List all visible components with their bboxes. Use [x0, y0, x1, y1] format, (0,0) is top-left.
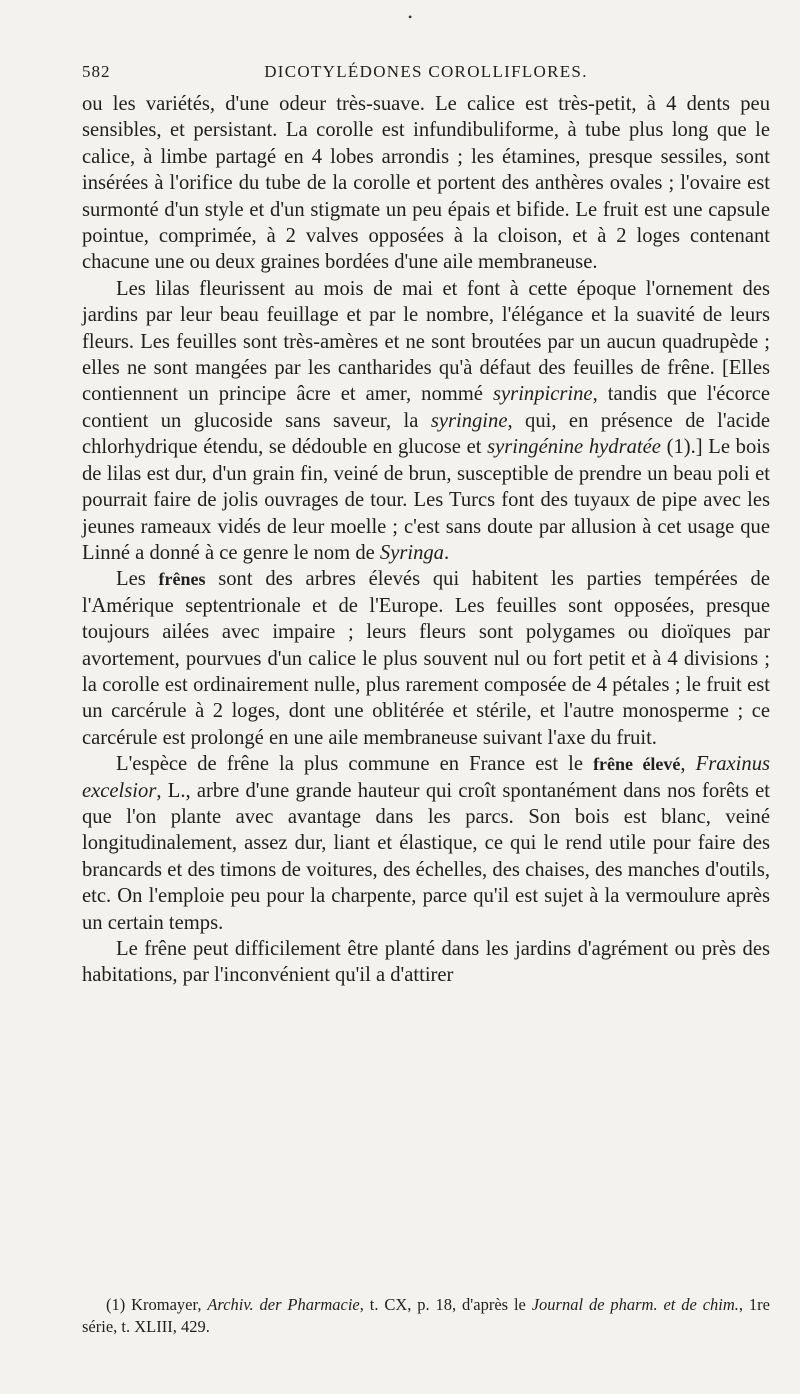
- text-run: , t. CX, p. 18, d'après le: [359, 1295, 532, 1314]
- top-mark: •: [408, 10, 413, 24]
- text-run: ou les variétés, d'une odeur très-suave. Le calice est très-petit, à 4 dents peu sensibles, et persistant. La corolle est infundibuliforme, à tube plus long que le calice, à limbe partagé en 4 lobes arrondis ; les étamines, presque sessiles, sont insérées à l'orifice du tube de la corolle et portent des anthères ovales ; l'ovaire est surmonté d'un style et d'un stigmate un peu épais et bifide. Le fruit est une capsule pointue, comprimée, à 2 valves opposées à la cloison, et à 2 loges contenant chacune une ou deux graines bordées d'une aile membraneuse.: [82, 93, 770, 274]
- paragraph: [82, 91, 770, 276]
- text-run: sont des arbres élevés qui habitent les parties tempérées de l'Amérique septentrionale et de l'Europe. Les feuilles sont opposées, presque toujours ailées avec impaire ; leurs fleurs sont polygames ou dioïques par avortement, pourvues d'un calice le plus souvent nul ou fort petit et à 4 divisions ; la corolle est ordinairement nulle, plus rarement composée de 4 pétales ; le fruit est un carcérule à 2 loges, dont une oblitérée et stérile, et l'autre monosperme ; ce carcérule est prolongé en une aile membraneuse suivant l'axe du fruit.: [82, 568, 770, 749]
- text-run: (1).] Le bois de lilas est dur, d'un grain fin, veiné de brun, susceptible de prendre un beau poli et pourrait faire de jolis ouvrages de tour. Les Turcs font des tuyaux de pipe avec les jeunes rameaux vidés de leur moelle ; c'est sans doute par allusion à cet usage que Linné a donné à ce genre le nom de: [82, 436, 771, 564]
- italic-term: syrinpicrine: [493, 383, 593, 406]
- paragraph: [82, 751, 770, 936]
- italic-term: Syringa: [379, 541, 444, 564]
- paragraph: [82, 936, 770, 989]
- paragraph: [82, 566, 770, 751]
- text-run: L'espèce de frêne la plus commune en France est le: [116, 753, 594, 776]
- italic-term: Journal de pharm. et de chim.: [531, 1295, 739, 1314]
- text-run: (1) Kromayer,: [106, 1295, 208, 1314]
- italic-term: syringénine hydratée: [487, 436, 661, 459]
- text-run: Les lilas fleurissent au mois de mai et font à cette époque l'ornement des jardins par leur beau feuillage et par le nombre, l'élégance et la suavité de leurs fleurs. Les feuilles sont très-amères et ne sont broutées par un aucun quadrupède ; elles ne sont mangées par les cantharides qu'à défaut des feuilles de frêne. [Elles contiennent un principe âcre et amer, nommé: [82, 277, 770, 406]
- page-number: 582: [82, 62, 111, 81]
- text-run: Les: [116, 568, 159, 591]
- text-run: , L., arbre d'une grande hauteur qui croît spontanément dans nos forêts et que l'on plante avec avantage dans les parcs. Son bois est blanc, veiné longitudinalement, assez dur, liant et élastique, ce qui le rend utile pour faire des brancards et des timons de voitures, des échelles, des chaises, des manches d'outils, etc. On l'emploie peu pour la charpente, parce qu'il est sujet à la vermoulure après un certain temps.: [82, 779, 770, 934]
- bold-term: frênes: [158, 569, 206, 590]
- text-run: , 1re série, t. XLIII, 429.: [82, 1295, 770, 1336]
- body-text: [82, 91, 770, 989]
- text-run: ,: [680, 753, 696, 776]
- paragraph: [82, 276, 770, 566]
- footnote: [82, 1294, 770, 1338]
- italic-term: syringine: [430, 409, 508, 432]
- italic-term: Fraxinus excelsior: [82, 753, 771, 802]
- italic-term: Archiv. der Pharmacie: [207, 1295, 360, 1314]
- text-run: , qui, en présence de l'acide chlorhydrique étendu, se dédouble en glucose et: [82, 409, 770, 459]
- text-run: .: [443, 541, 450, 564]
- page-header: [82, 62, 770, 86]
- bold-term: frêne élevé: [593, 754, 681, 775]
- text-run: , tandis que l'écorce contient un glucoside sans saveur, la: [82, 383, 770, 432]
- running-title: DICOTYLÉDONES COROLLIFLORES.: [264, 62, 588, 81]
- text-run: Le frêne peut difficilement être planté dans les jardins d'agrément ou près des habitations, par l'inconvénient qu'il a d'attirer: [82, 938, 770, 987]
